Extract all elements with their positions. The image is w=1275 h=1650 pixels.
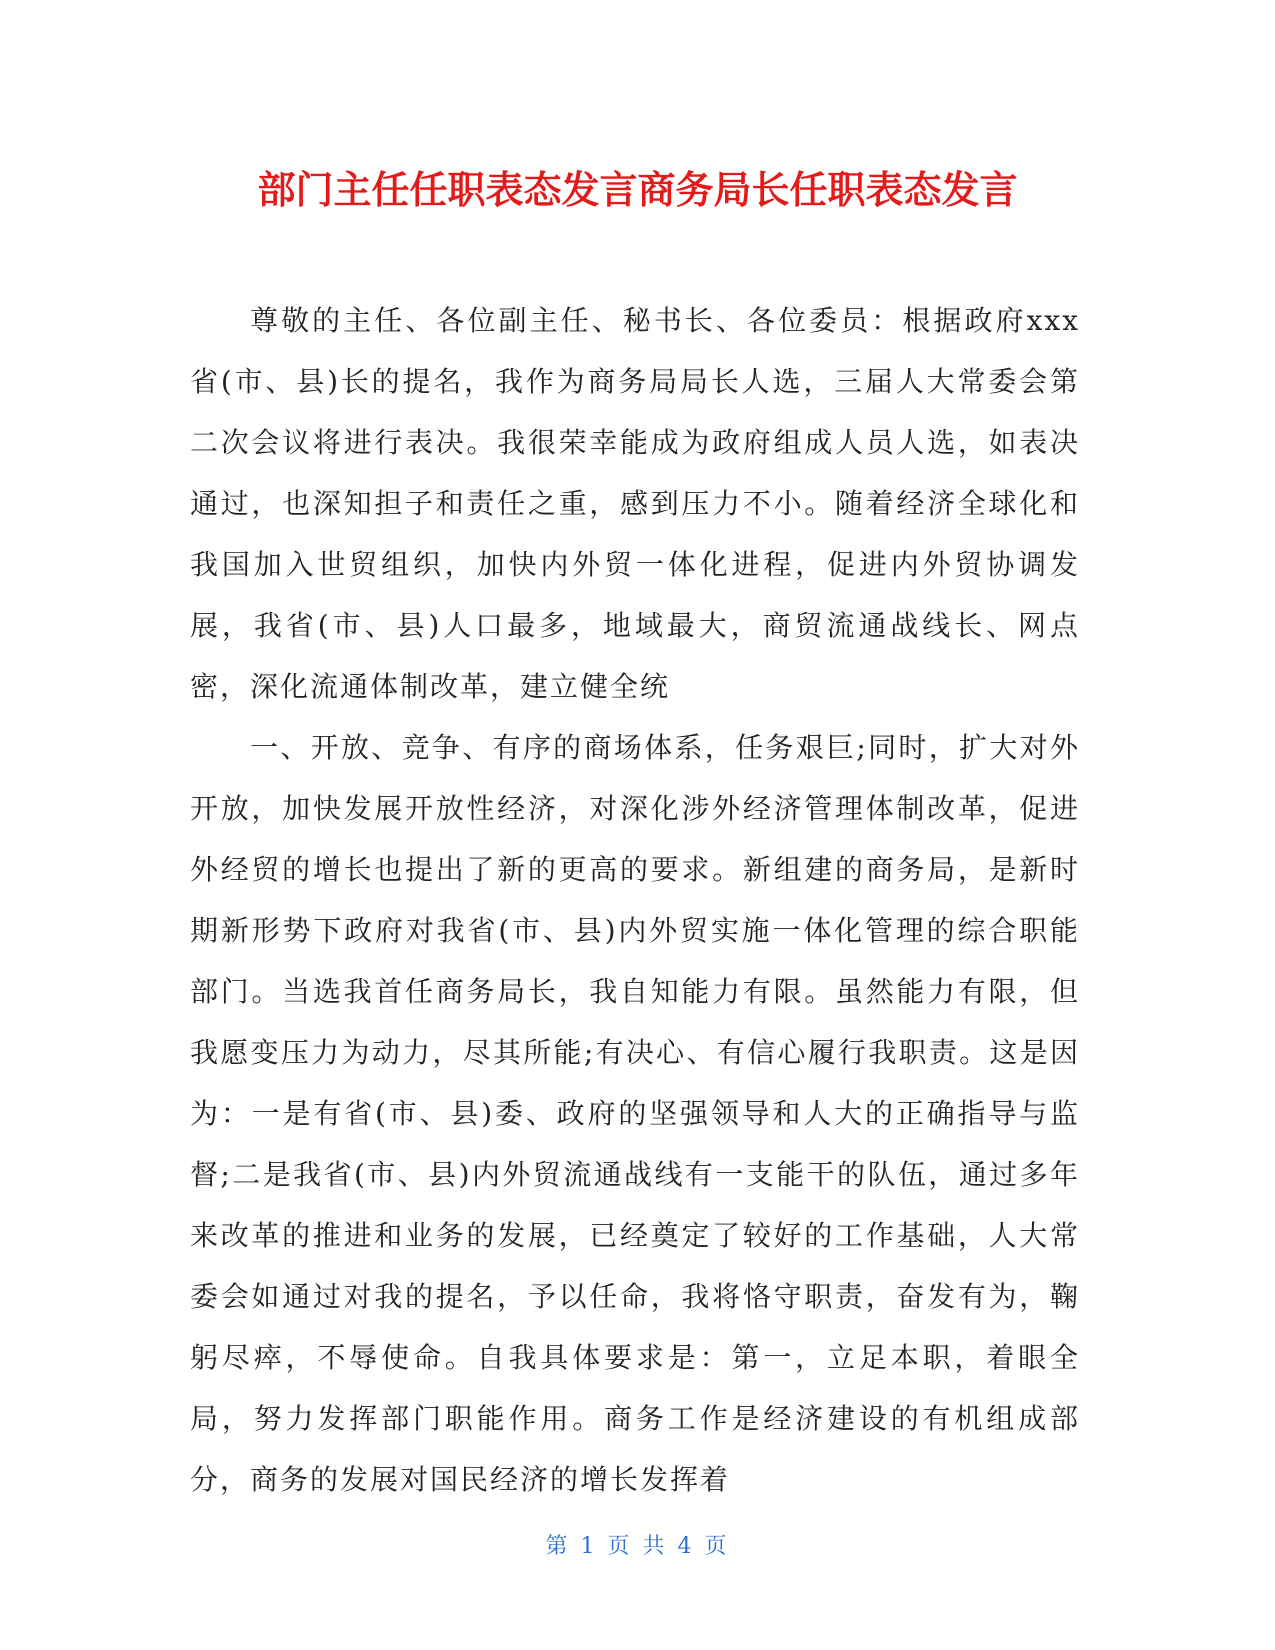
page-number-footer: 第 1 页 共 4 页 [545, 1534, 730, 1559]
body-paragraph-1: 尊敬的主任、各位副主任、秘书长、各位委员：根据政府xxx省(市、县)长的提名，我作为商务局局长人选，三届人大常委会第二次会议将进行表决。我很荣幸能成为政府组成人员人选，如表决通过，也深知担子和责任之重，感到压力不小。随着经济全球化和我国加入世贸组织，加快内外贸一体化进程，促进内外贸协调发展，我省(市、县)人口最多，地域最大，商贸流通战线长、网点密，深化流通体制改革，建立健全统 [190, 304, 1080, 703]
document-body [190, 290, 1080, 1510]
document-title: 部门主任任职表态发言商务局长任职表态发言 [257, 168, 1018, 212]
body-paragraph-2: 一、开放、竞争、有序的商场体系，任务艰巨;同时，扩大对外开放，加快发展开放性经济，对深化涉外经济管理体制改革，促进外经贸的增长也提出了新的更高的要求。新组建的商务局，是新时期新形势下政府对我省(市、县)内外贸实施一体化管理的综合职能部门。当选我首任商务局长，我自知能力有限。虽然能力有限，但我愿变压力为动力，尽其所能;有决心、有信心履行我职责。这是因为：一是有省(市、县)委、政府的坚强领导和人大的正确指导与监督;二是我省(市、县)内外贸流通战线有一支能干的队伍，通过多年来改革的推进和业务的发展，已经奠定了较好的工作基础，人大常委会如通过对我的提名，予以任命，我将恪守职责，奋发有为，鞠躬尽瘁，不辱使命。自我具体要求是：第一，立足本职，着眼全局，努力发挥部门职能作用。商务工作是经济建设的有机组成部分，商务的发展对国民经济的增长发挥着 [190, 731, 1080, 1496]
